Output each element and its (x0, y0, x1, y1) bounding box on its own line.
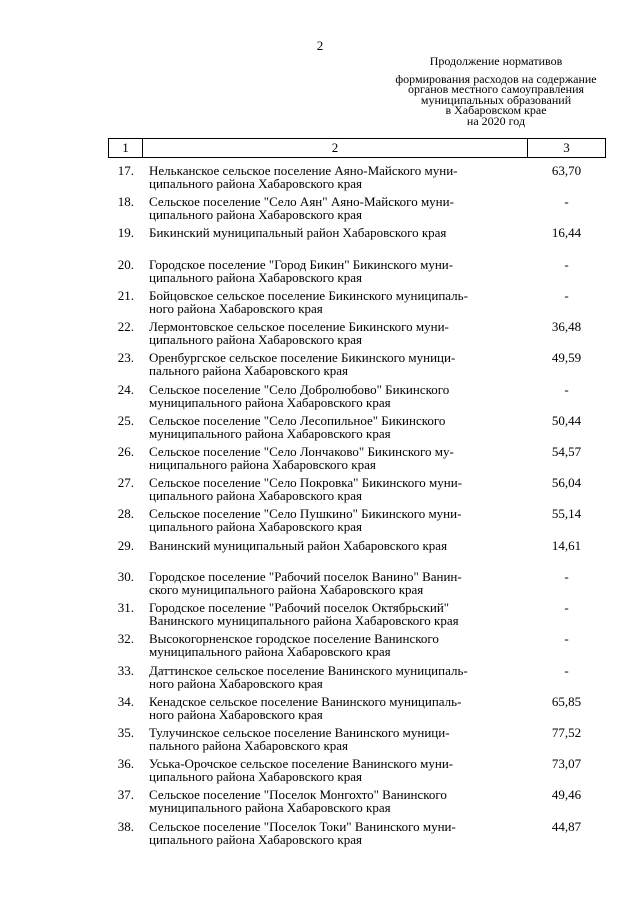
table-body (108, 162, 606, 849)
column-header-value: 3 (563, 140, 570, 155)
row-value: 16,44 (551, 225, 582, 241)
header-note-line: муниципальных образований (420, 92, 572, 107)
row-name-line: ципального района Хабаровского края (149, 176, 362, 191)
row-value: 73,07 (551, 756, 582, 772)
row-name (149, 383, 521, 409)
row-number: 26. (117, 443, 134, 459)
table-row (108, 162, 606, 193)
header-note-line: в Хабаровском крае (445, 103, 547, 117)
header-note (380, 56, 612, 126)
row-name (149, 507, 521, 533)
table-row (108, 724, 606, 755)
row-name (149, 820, 521, 846)
row-name (149, 757, 521, 783)
row-name (149, 195, 521, 221)
row-name (149, 258, 521, 284)
row-name-line: Уська-Орочское сельское поселение Ванинского муни- (149, 756, 454, 772)
row-name-line: муниципального района Хабаровского края (149, 644, 391, 660)
row-name (149, 539, 521, 552)
row-name-line: Сельское поселение "Поселок Токи" Ванинского муни- (149, 818, 456, 834)
row-number: 30. (117, 568, 134, 584)
table-row (108, 381, 606, 412)
row-name-line: Лермонтовское сельское поселение Бикинского муни- (149, 319, 449, 335)
row-value: - (564, 631, 569, 647)
row-number: 22. (117, 319, 134, 335)
row-name (149, 570, 521, 596)
row-name (149, 320, 521, 346)
row-name-line: Нельканское сельское поселение Аяно-Майского муни- (149, 163, 458, 178)
column-header-number: 1 (109, 139, 143, 157)
row-number: 37. (117, 787, 134, 803)
row-name (149, 351, 521, 377)
row-name-line: Бикинский муниципальный район Хабаровского края (149, 225, 447, 241)
row-name-line: Тулучинское сельское поселение Ванинского муници- (149, 724, 450, 740)
row-name-line: Ванинского муниципального района Хабаровского края (149, 613, 459, 629)
row-name-line: ципального района Хабаровского края (149, 769, 362, 785)
row-name-line: Сельское поселение "Село Покровка" Бикинского муни- (149, 475, 463, 491)
row-name (149, 664, 521, 690)
table-row (108, 568, 606, 599)
page-number: 2 (316, 38, 324, 53)
row-name (149, 632, 521, 658)
row-value: 44,87 (551, 818, 582, 834)
row-name-line: ципального района Хабаровского края (149, 332, 362, 348)
row-number: 38. (117, 818, 134, 834)
table-row (108, 755, 606, 786)
row-number: 27. (117, 475, 134, 491)
row-value: 56,04 (551, 475, 582, 491)
row-name-line: ного района Хабаровского края (149, 675, 323, 691)
row-name-line: Сельское поселение "Село Добролюбово" Бикинского (149, 381, 450, 397)
row-name (149, 164, 521, 190)
table-row (108, 662, 606, 693)
row-number: 19. (117, 225, 134, 241)
row-number: 29. (117, 537, 134, 553)
row-value: - (564, 568, 569, 584)
row-name-line: ципального района Хабаровского края (149, 207, 362, 223)
row-name-line: ного района Хабаровского края (149, 706, 323, 722)
row-name (149, 695, 521, 721)
row-name-line: ципального района Хабаровского края (149, 831, 362, 847)
header-note-line: на 2020 год (466, 113, 526, 128)
row-number: 17. (117, 163, 134, 178)
row-number: 36. (117, 756, 134, 772)
row-value: 65,85 (551, 693, 582, 709)
row-value: - (564, 600, 569, 616)
row-number: 33. (117, 662, 134, 678)
row-name-line: ципального района Хабаровского края (149, 269, 362, 285)
row-name (149, 226, 521, 239)
row-number: 25. (117, 412, 134, 428)
row-number: 23. (117, 350, 134, 366)
row-name-line: Высокогорненское городское поселение Ванинского (149, 631, 439, 647)
row-value: 49,46 (551, 787, 582, 803)
row-name-line: ниципального района Хабаровского края (149, 456, 376, 472)
header-note-line: органов местного самоуправления (407, 82, 585, 96)
row-value: - (564, 381, 569, 397)
row-value: 77,52 (551, 724, 582, 740)
row-number: 24. (117, 381, 134, 397)
row-name-line: пального района Хабаровского края (149, 363, 349, 379)
row-name-line: ципального района Хабаровского края (149, 519, 362, 535)
table-row (108, 505, 606, 536)
row-name-line: муниципального района Хабаровского края (149, 425, 391, 441)
row-name-line: Городское поселение "Рабочий поселок Октябрьский" (149, 600, 450, 616)
row-number: 18. (117, 194, 134, 210)
row-value: 55,14 (551, 506, 582, 522)
table-row (108, 412, 606, 443)
header-note-line: Продолжение нормативов (429, 54, 563, 68)
row-value: 36,48 (551, 319, 582, 335)
row-name (149, 476, 521, 502)
row-number: 31. (117, 600, 134, 616)
row-name-line: Даттинское сельское поселение Ванинского муниципаль- (149, 662, 468, 678)
table-row (108, 287, 606, 318)
row-name-line: ного района Хабаровского края (149, 300, 323, 316)
row-name-line: муниципального района Хабаровского края (149, 394, 391, 410)
table-row (108, 443, 606, 474)
row-value: - (564, 287, 569, 303)
table-row (108, 537, 606, 568)
column-header-name: 2 (143, 139, 528, 157)
table-row (108, 693, 606, 724)
row-name-line: пального района Хабаровского края (149, 737, 349, 753)
row-name (149, 726, 521, 752)
row-name-line: Сельское поселение "Село Аян" Аяно-Майского муни- (149, 194, 454, 210)
row-value: 14,61 (551, 537, 582, 553)
row-number: 32. (117, 631, 134, 647)
table-row (108, 599, 606, 630)
table-row (108, 256, 606, 287)
row-name-line: Сельское поселение "Поселок Монгохто" Ванинского (149, 787, 447, 803)
row-name (149, 414, 521, 440)
row-name (149, 445, 521, 471)
table-row (108, 474, 606, 505)
row-name-line: Городское поселение "Рабочий поселок Ванино" Ванин- (149, 568, 462, 584)
row-number: 35. (117, 724, 134, 740)
row-value: 49,59 (551, 350, 582, 366)
row-value: 54,57 (551, 443, 582, 459)
table-row (108, 786, 606, 817)
table-row (108, 349, 606, 380)
row-name (149, 289, 521, 315)
table-row (108, 224, 606, 255)
row-name-line: Бойцовское сельское поселение Бикинского муниципаль- (149, 287, 468, 303)
row-name-line: Городское поселение "Город Бикин" Бикинского муни- (149, 256, 454, 272)
row-value: - (564, 662, 569, 678)
table-row (108, 818, 606, 849)
row-name-line: муниципального района Хабаровского края (149, 800, 391, 816)
table-header (108, 138, 606, 158)
row-name-line: Ванинский муниципальный район Хабаровского края (149, 537, 448, 553)
row-name-line: ципального района Хабаровского края (149, 488, 362, 504)
table-row (108, 193, 606, 224)
header-note-line: формирования расходов на содержание (395, 71, 597, 86)
row-value: - (564, 194, 569, 210)
row-name (149, 601, 521, 627)
table-row (108, 318, 606, 349)
row-name-line: ского муниципального района Хабаровского края (149, 581, 424, 597)
table-row (108, 630, 606, 661)
row-value: - (564, 256, 569, 272)
row-name (149, 788, 521, 814)
row-value: 50,44 (551, 412, 582, 428)
row-number: 28. (117, 506, 134, 522)
row-number: 21. (117, 287, 134, 303)
row-name-line: Сельское поселение "Село Лончаково" Бикинского му- (149, 443, 454, 459)
row-name-line: Оренбургское сельское поселение Бикинского муници- (149, 350, 456, 366)
row-value: 63,70 (551, 163, 582, 178)
row-name-line: Кенадское сельское поселение Ванинского муниципаль- (149, 693, 462, 709)
row-name-line: Сельское поселение "Село Лесопильное" Бикинского (149, 412, 446, 428)
row-name-line: Сельское поселение "Село Пушкино" Бикинского муни- (149, 506, 462, 522)
row-number: 20. (117, 256, 134, 272)
row-number: 34. (117, 693, 134, 709)
